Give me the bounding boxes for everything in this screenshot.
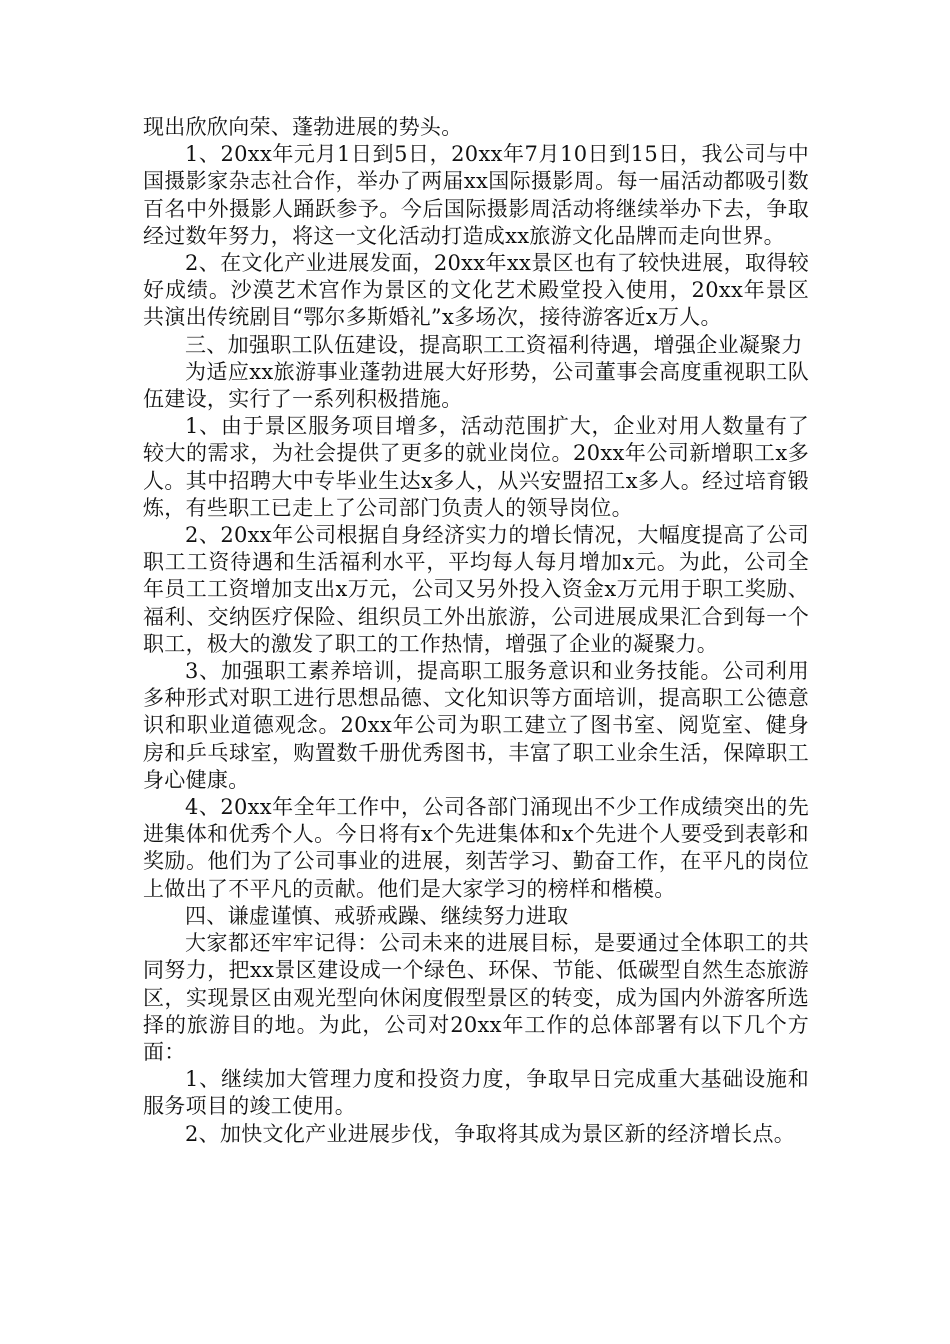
- paragraph: 2、在文化产业进展发面，20xx年xx景区也有了较快进展，取得较好成绩。沙漠艺术宫作为景区的文化艺术殿堂投入使用，20xx年景区共演出传统剧目“鄂尔多斯婚礼”x多场次，接待游客近x万人。: [143, 251, 809, 330]
- paragraph: 2、20xx年公司根据自身经济实力的增长情况，大幅度提高了公司职工工资待遇和生活福利水平，平均每人每月增加x元。为此，公司全年员工工资增加支出x万元，公司又另外投入资金x万元用于职工奖励、福利、交纳医疗保险、组织员工外出旅游，公司进展成果汇合到每一个职工，极大的激发了职工的工作热情，增强了企业的凝聚力。: [143, 523, 809, 656]
- paragraph: 2、加快文化产业进展步伐，争取将其成为景区新的经济增长点。: [185, 1121, 796, 1146]
- document-body: [143, 114, 809, 1148]
- paragraph: 4、20xx年全年工作中，公司各部门涌现出不少工作成绩突出的先进集体和优秀个人。今日将有x个先进集体和x个先进个人要受到表彰和奖励。他们为了公司事业的进展，刻苦学习、勤奋工作，在平凡的岗位上做出了不平凡的贡献。他们是大家学习的榜样和楷模。: [143, 795, 809, 901]
- paragraph: 1、继续加大管理力度和投资力度，争取早日完成重大基础设施和服务项目的竣工使用。: [143, 1067, 809, 1119]
- section-heading: 四、谦虚谨慎、戒骄戒躁、继续努力进取: [185, 903, 569, 928]
- paragraph: 为适应xx旅游事业蓬勃进展大好形势，公司董事会高度重视职工队伍建设，实行了一系列积极措施。: [143, 359, 809, 412]
- paragraph: 3、加强职工素养培训，提高职工服务意识和业务技能。公司利用多种形式对职工进行思想品德、文化知识等方面培训，提高职工公德意识和职业道德观念。20xx年公司为职工建立了图书室、阅览室、健身房和乒乓球室，购置数千册优秀图书，丰富了职工业余生活，保障职工身心健康。: [143, 659, 809, 792]
- section-heading: 三、加强职工队伍建设，提高职工工资福利待遇，增强企业凝聚力: [185, 332, 803, 357]
- paragraph: 1、由于景区服务项目增多，活动范围扩大，企业对用人数量有了较大的需求，为社会提供了更多的就业岗位。20xx年公司新增职工x多人。其中招聘大中专毕业生达x多人，从兴安盟招工x多人。经过培育锻炼，有些职工已走上了公司部门负责人的领导岗位。: [143, 414, 809, 520]
- paragraph: 1、20xx年元月1日到5日，20xx年7月10日到15日，我公司与中国摄影家杂志社合作，举办了两届xx国际摄影周。每一届活动都吸引数百名中外摄影人踊跃参予。今后国际摄影周活动将继续举办下去，争取经过数年努力，将这一文化活动打造成xx旅游文化品牌而走向世界。: [143, 142, 809, 248]
- paragraph: 现出欣欣向荣、蓬勃进展的势头。: [143, 115, 463, 139]
- paragraph: 大家都还牢牢记得：公司未来的进展目标，是要通过全体职工的共同努力，把xx景区建设成一个绿色、环保、节能、低碳型自然生态旅游区，实现景区由观光型向休闲度假型景区的转变，成为国内外游客所选择的旅游目的地。为此，公司对20xx年工作的总体部署有以下几个方面：: [143, 931, 809, 1064]
